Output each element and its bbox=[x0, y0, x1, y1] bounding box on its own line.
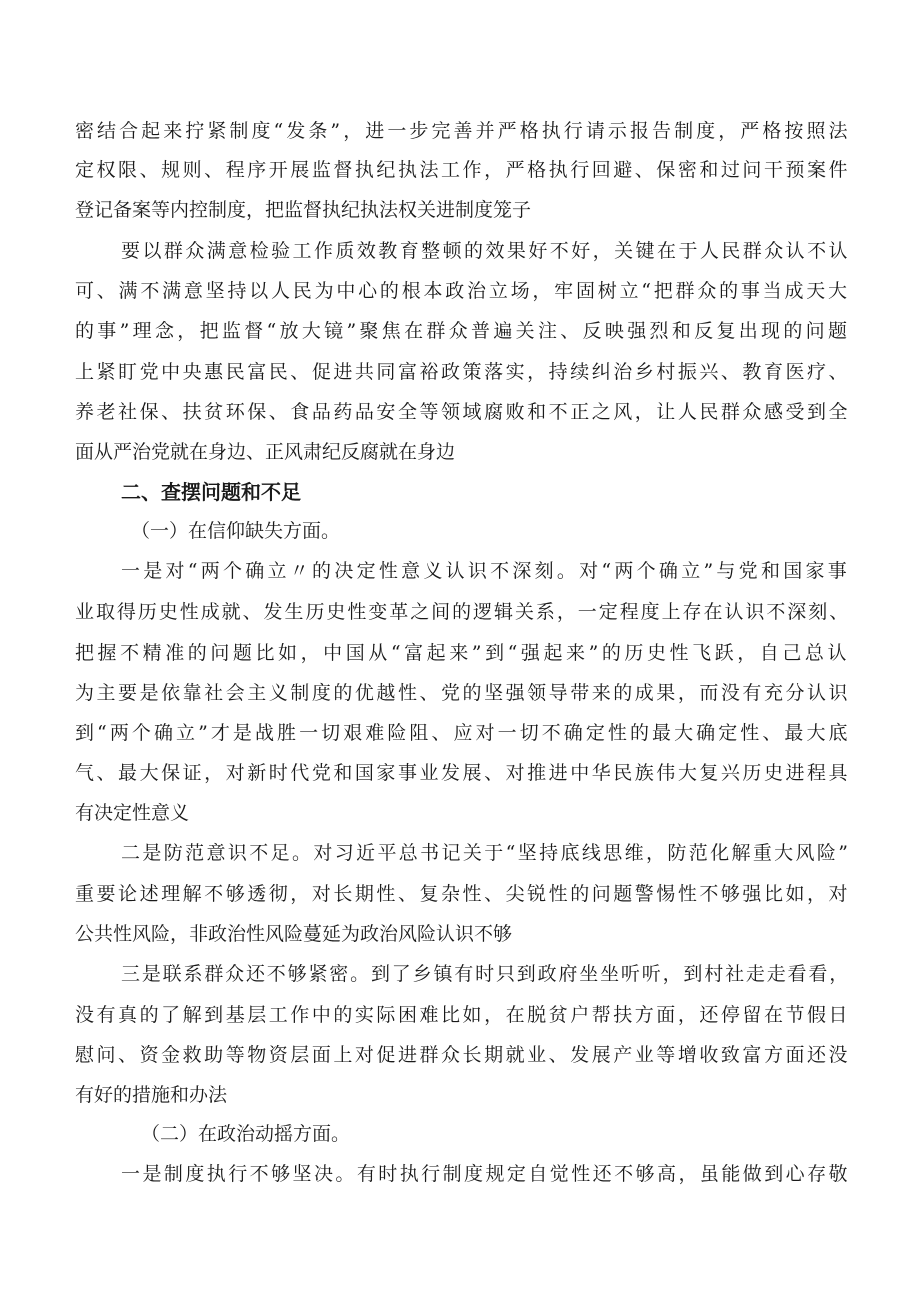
subsection-heading: （二）在政治动摇方面。 bbox=[141, 1123, 351, 1145]
text-line: 有决定性意义 bbox=[75, 802, 190, 824]
text-line: 二是防范意识不足。对习近平总书记关于“坚持底线思维，防范化解重大风险” bbox=[121, 842, 851, 864]
section-heading: 二、查摆问题和不足 bbox=[121, 480, 301, 504]
text-line: 把握不精准的问题比如，中国从“富起来”到“强起来”的历史性飞跃，自己总认 bbox=[75, 642, 851, 664]
text-line: 上紧盯党中央惠民富民、促进共同富裕政策落实，持续纠治乡村振兴、教育医疗、 bbox=[75, 361, 851, 383]
text-line: 定权限、规则、程序开展监督执纪执法工作，严格执行回避、保密和过问干预案件 bbox=[75, 159, 851, 181]
text-line: 气、最大保证，对新时代党和国家事业发展、对推进中华民族伟大复兴历史进程具 bbox=[75, 762, 851, 784]
text-line: 重要论述理解不够透彻，对长期性、复杂性、尖锐性的问题警惕性不够强比如，对 bbox=[75, 883, 851, 905]
text-line: 业取得历史性成就、发生历史性变革之间的逻辑关系，一定程度上存在认识不深刻、 bbox=[75, 601, 851, 623]
text-line: 一是制度执行不够坚决。有时执行制度规定自觉性还不够高，虽能做到心存敬 bbox=[121, 1163, 850, 1185]
text-line: 慰问、资金救助等物资层面上对促进群众长期就业、发展产业等增收致富方面还没 bbox=[75, 1044, 851, 1066]
subsection-heading: （一）在信仰缺失方面。 bbox=[131, 520, 341, 542]
text-line: 公共性风险，非政治性风险蔓延为政治风险认识不够 bbox=[75, 923, 513, 945]
text-line: 为主要是依靠社会主义制度的优越性、党的坚强领导带来的成果，而没有充分认识 bbox=[75, 682, 851, 704]
text-line: 登记备案等内控制度，把监督执纪执法权关进制度笼子 bbox=[75, 199, 532, 221]
text-line: 养老社保、扶贫环保、食品药品安全等领域腐败和不正之风，让人民群众感受到全 bbox=[75, 401, 851, 423]
text-line: 有好的措施和办法 bbox=[75, 1084, 228, 1106]
text-line: 到“两个确立”才是战胜一切艰难险阻、应对一切不确定性的最大确定性、最大底 bbox=[75, 722, 851, 744]
text-line: 一是对“两个确立〃的决定性意义认识不深刻。对“两个确立”与党和国家事 bbox=[121, 560, 850, 582]
text-line: 密结合起来拧紧制度“发条”，进一步完善并严格执行请示报告制度，严格按照法 bbox=[75, 120, 851, 142]
text-line: 的事”理念，把监督“放大镜”聚焦在群众普遍关注、反映强烈和反复出现的问题 bbox=[75, 320, 851, 342]
text-line: 面从严治党就在身边、正风肃纪反腐就在身边 bbox=[75, 441, 456, 463]
text-line: 要以群众满意检验工作质效教育整顿的效果好不好，关键在于人民群众认不认 bbox=[121, 240, 850, 262]
text-line: 没有真的了解到基层工作中的实际困难比如，在脱贫户帮扶方面，还停留在节假日 bbox=[75, 1004, 851, 1026]
text-line: 可、满不满意坚持以人民为中心的根本政治立场，牢固树立“把群众的事当成天大 bbox=[75, 280, 850, 302]
text-line: 三是联系群众还不够紧密。到了乡镇有时只到政府坐坐听听，到村社走走看看， bbox=[121, 963, 851, 985]
